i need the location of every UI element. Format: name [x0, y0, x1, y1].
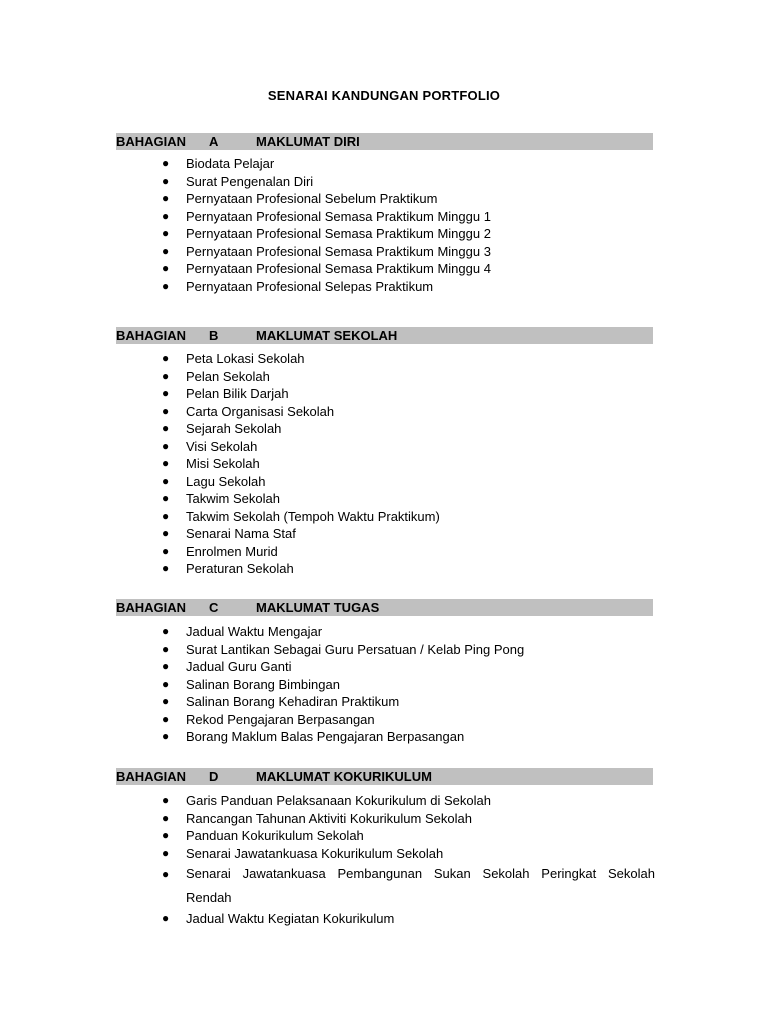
list-item: ● Jadual Guru Ganti	[162, 659, 292, 674]
bullet-icon: ●	[162, 526, 170, 540]
bullet-icon: ●	[162, 641, 170, 656]
section-part-label: BAHAGIAN	[116, 328, 187, 343]
list-item: ● Rekod Pengajaran Berpasangan	[162, 711, 375, 727]
bullet-icon: ●	[162, 561, 170, 575]
list-item: ● Pelan Bilik Darjah	[162, 386, 289, 401]
list-item: ● Pernyataan Profesional Sebelum Praktikum	[162, 191, 438, 206]
bullet-icon: ●	[162, 867, 170, 881]
list-item: ● Pelan Sekolah	[162, 368, 270, 384]
list-item: ● Surat Lantikan Sebagai Guru Persatuan / Kelab Ping Pong	[162, 641, 525, 657]
bullet-icon: ●	[162, 208, 170, 223]
bullet-icon: ●	[162, 456, 170, 470]
bullet-icon: ●	[162, 659, 170, 673]
section-part-label: BAHAGIAN	[116, 769, 187, 784]
bullet-icon: ●	[162, 711, 170, 726]
list-item: ● Salinan Borang Kehadiran Praktikum	[162, 694, 400, 709]
list-item: ● Enrolmen Murid	[162, 543, 278, 559]
section-b-list	[160, 350, 655, 578]
list-item: ● Senarai Jawatankuasa Pembangunan Sukan Sekolah Peringkat Sekolah Rendah	[160, 862, 655, 910]
section-heading: MAKLUMAT KOKURIKULUM	[256, 769, 432, 784]
list-item: ● Pernyataan Profesional Semasa Praktikum Minggu 1	[162, 208, 491, 224]
list-item: ● Peta Lokasi Sekolah	[162, 351, 305, 366]
list-item: ● Biodata Pelajar	[162, 156, 275, 171]
section-heading: MAKLUMAT SEKOLAH	[256, 328, 398, 343]
section-part-label: BAHAGIAN	[116, 134, 187, 149]
section-a-list	[160, 155, 655, 295]
list-item: ● Sejarah Sekolah	[162, 421, 282, 436]
list-item: ● Misi Sekolah	[162, 456, 260, 471]
page-title: SENARAI KANDUNGAN PORTFOLIO	[267, 88, 501, 103]
list-item: ● Salinan Borang Bimbingan	[162, 676, 340, 692]
list-item: ● Pernyataan Profesional Selepas Praktikum	[162, 278, 434, 294]
section-heading: MAKLUMAT TUGAS	[256, 600, 380, 615]
bullet-icon: ●	[162, 676, 170, 691]
bullet-icon: ●	[162, 261, 170, 275]
bullet-icon: ●	[162, 243, 170, 258]
section-d-list	[160, 792, 655, 928]
bullet-icon: ●	[162, 191, 170, 205]
bullet-icon: ●	[162, 278, 170, 293]
list-item: ● Pernyataan Profesional Semasa Praktikum Minggu 4	[162, 261, 491, 276]
section-part-label: BAHAGIAN	[116, 600, 187, 615]
section-header-b	[116, 327, 653, 344]
bullet-icon: ●	[162, 473, 170, 488]
bullet-icon: ●	[162, 911, 170, 925]
list-item: ● Pernyataan Profesional Semasa Praktikum Minggu 2	[162, 226, 491, 241]
list-item: ● Pernyataan Profesional Semasa Praktikum Minggu 3	[162, 243, 491, 259]
bullet-icon: ●	[162, 421, 170, 435]
list-item: ● Panduan Kokurikulum Sekolah	[162, 828, 364, 843]
list-item: ● Jadual Waktu Kegiatan Kokurikulum	[162, 911, 395, 926]
list-item: ● Peraturan Sekolah	[162, 561, 294, 576]
list-item: ● Rancangan Tahunan Aktiviti Kokurikulum Sekolah	[162, 810, 472, 826]
section-heading: MAKLUMAT DIRI	[256, 134, 360, 149]
bullet-icon: ●	[162, 810, 170, 825]
bullet-icon: ●	[162, 403, 170, 418]
bullet-icon: ●	[162, 729, 170, 743]
list-item: ● Visi Sekolah	[162, 438, 258, 454]
bullet-icon: ●	[162, 793, 170, 807]
bullet-icon: ●	[162, 226, 170, 240]
bullet-icon: ●	[162, 351, 170, 365]
list-item: ● Lagu Sekolah	[162, 473, 266, 489]
list-item: ● Senarai Jawatankuasa Kokurikulum Sekolah	[162, 845, 444, 861]
bullet-icon: ●	[162, 491, 170, 505]
bullet-icon: ●	[162, 368, 170, 383]
section-header-c	[116, 599, 653, 616]
section-letter: D	[209, 769, 219, 784]
bullet-icon: ●	[162, 543, 170, 558]
list-item: ● Senarai Nama Staf	[162, 526, 296, 541]
bullet-icon: ●	[162, 173, 170, 188]
bullet-icon: ●	[162, 386, 170, 400]
bullet-icon: ●	[162, 438, 170, 453]
section-c-list	[160, 623, 655, 746]
section-letter: B	[209, 328, 219, 343]
bullet-icon: ●	[162, 156, 170, 170]
section-letter: C	[209, 600, 219, 615]
bullet-icon: ●	[162, 694, 170, 708]
list-item: ● Surat Pengenalan Diri	[162, 173, 314, 189]
list-item: ● Carta Organisasi Sekolah	[162, 403, 335, 419]
list-item: ● Takwim Sekolah	[162, 491, 280, 506]
list-item: ● Takwim Sekolah (Tempoh Waktu Praktikum)	[162, 508, 440, 524]
section-header-a	[116, 133, 653, 150]
section-letter: A	[209, 134, 219, 149]
bullet-icon: ●	[162, 624, 170, 638]
list-item: ● Borang Maklum Balas Pengajaran Berpasangan	[162, 729, 465, 744]
bullet-icon: ●	[162, 508, 170, 523]
bullet-icon: ●	[162, 845, 170, 860]
list-item: ● Garis Panduan Pelaksanaan Kokurikulum di Sekolah	[162, 793, 491, 808]
section-header-d	[116, 768, 653, 785]
bullet-icon: ●	[162, 828, 170, 842]
list-item: ● Jadual Waktu Mengajar	[162, 624, 323, 639]
